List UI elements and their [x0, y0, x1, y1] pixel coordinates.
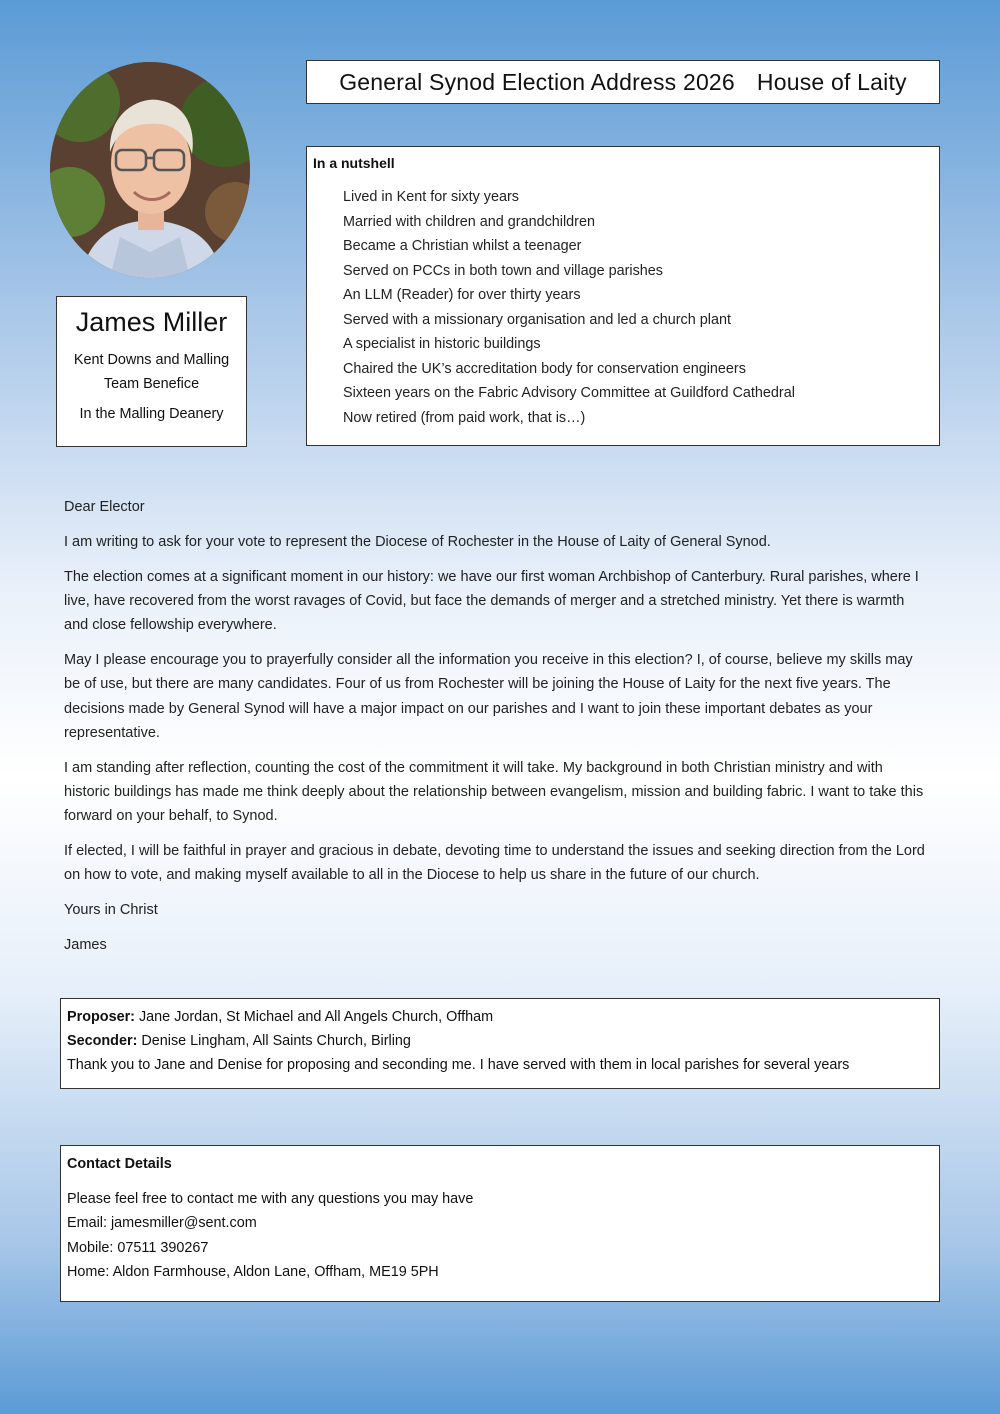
nominations-thanks: Thank you to Jane and Denise for proposing and seconding me. I have served with them in local parishes for several years: [67, 1057, 850, 1073]
nutshell-box: [306, 146, 940, 446]
list-item: Lived in Kent for sixty years: [343, 189, 519, 205]
benefice-line-1: Kent Downs and Malling: [73, 352, 230, 368]
letter-paragraph: I am standing after reflection, counting the cost of the commitment it will take. My background in both Christian ministry and with historic buildings has made me think deeply about the relationship between evangelism, mission and building fabric. I want to take this forward on your behalf, to Synod.: [64, 759, 924, 825]
election-letter: [64, 495, 930, 968]
title-banner: [306, 60, 940, 104]
contact-home: Home: Aldon Farmhouse, Aldon Lane, Offham, ME19 5PH: [67, 1264, 439, 1280]
seconder-value: Denise Lingham, All Saints Church, Birling: [141, 1033, 411, 1049]
letter-paragraph: May I please encourage you to prayerfully consider all the information you receive in this election? I, of course, believe my skills may be of use, but there are many candidates. Four of us from Rochester will be joining the House of Laity for the next five years. The decisions made by General Synod will have a major impact on our parishes and I want to join these important debates as your representative.: [64, 651, 913, 741]
letter-paragraph: The election comes at a significant moment in our history: we have our first woman Archbishop of Canterbury. Rural parishes, where I live, have recovered from the worst ravages of Covid, but face the demands of merger and a stretched ministry. Yet there is warmth and close fellowship everywhere.: [64, 568, 919, 634]
proposer-value: Jane Jordan, St Michael and All Angels Church, Offham: [138, 1009, 494, 1025]
deanery: In the Malling Deanery: [79, 406, 224, 422]
benefice-line-2: Team Benefice: [103, 376, 200, 392]
list-item: Married with children and grandchildren: [343, 213, 595, 230]
list-item: A specialist in historic buildings: [343, 336, 541, 352]
letter-closing: Yours in Christ: [64, 902, 158, 919]
nutshell-list: [343, 185, 795, 430]
contact-box: [60, 1145, 940, 1302]
seconder-label: Seconder:: [67, 1033, 138, 1049]
proposer-label: Proposer:: [67, 1009, 135, 1025]
seconder-line: [67, 1029, 939, 1053]
candidate-name: James Miller: [75, 307, 228, 337]
portrait-illustration: [50, 62, 250, 278]
contact-mobile[interactable]: Mobile: 07511 390267: [67, 1239, 209, 1256]
nominations-box: [60, 998, 940, 1089]
list-item: Now retired (from paid work, that is…): [343, 409, 586, 426]
election-title: General Synod Election Address 2026: [339, 68, 735, 95]
letter-paragraph: I am writing to ask for your vote to represent the Diocese of Rochester in the House of Laity of General Synod.: [64, 533, 771, 550]
list-item: Served on PCCs in both town and village parishes: [343, 262, 663, 279]
list-item: Chaired the UK’s accreditation body for conservation engineers: [343, 360, 746, 377]
nutshell-heading: In a nutshell: [313, 155, 395, 171]
benefice: [57, 348, 246, 396]
contact-intro: Please feel free to contact me with any questions you may have: [67, 1190, 474, 1207]
contact-email[interactable]: Email: jamesmiller@sent.com: [67, 1215, 257, 1231]
list-item: An LLM (Reader) for over thirty years: [343, 287, 581, 303]
contact-heading: Contact Details: [67, 1156, 172, 1172]
list-item: Served with a missionary organisation and led a church plant: [343, 311, 731, 328]
house-label: House of Laity: [756, 68, 907, 95]
candidate-photo: [50, 62, 250, 278]
letter-greeting: Dear Elector: [64, 499, 145, 515]
letter-paragraph: If elected, I will be faithful in prayer and gracious in debate, devoting time to understand the issues and seeking direction from the Lord on how to vote, and making myself available to all in the Diocese to help us share in the future of our church.: [64, 843, 925, 884]
list-item: Sixteen years on the Fabric Advisory Committee at Guildford Cathedral: [343, 385, 795, 401]
proposer-line: [67, 1005, 939, 1029]
candidate-name-box: [56, 296, 247, 447]
list-item: Became a Christian whilst a teenager: [343, 238, 582, 254]
letter-signature: James: [64, 936, 107, 953]
